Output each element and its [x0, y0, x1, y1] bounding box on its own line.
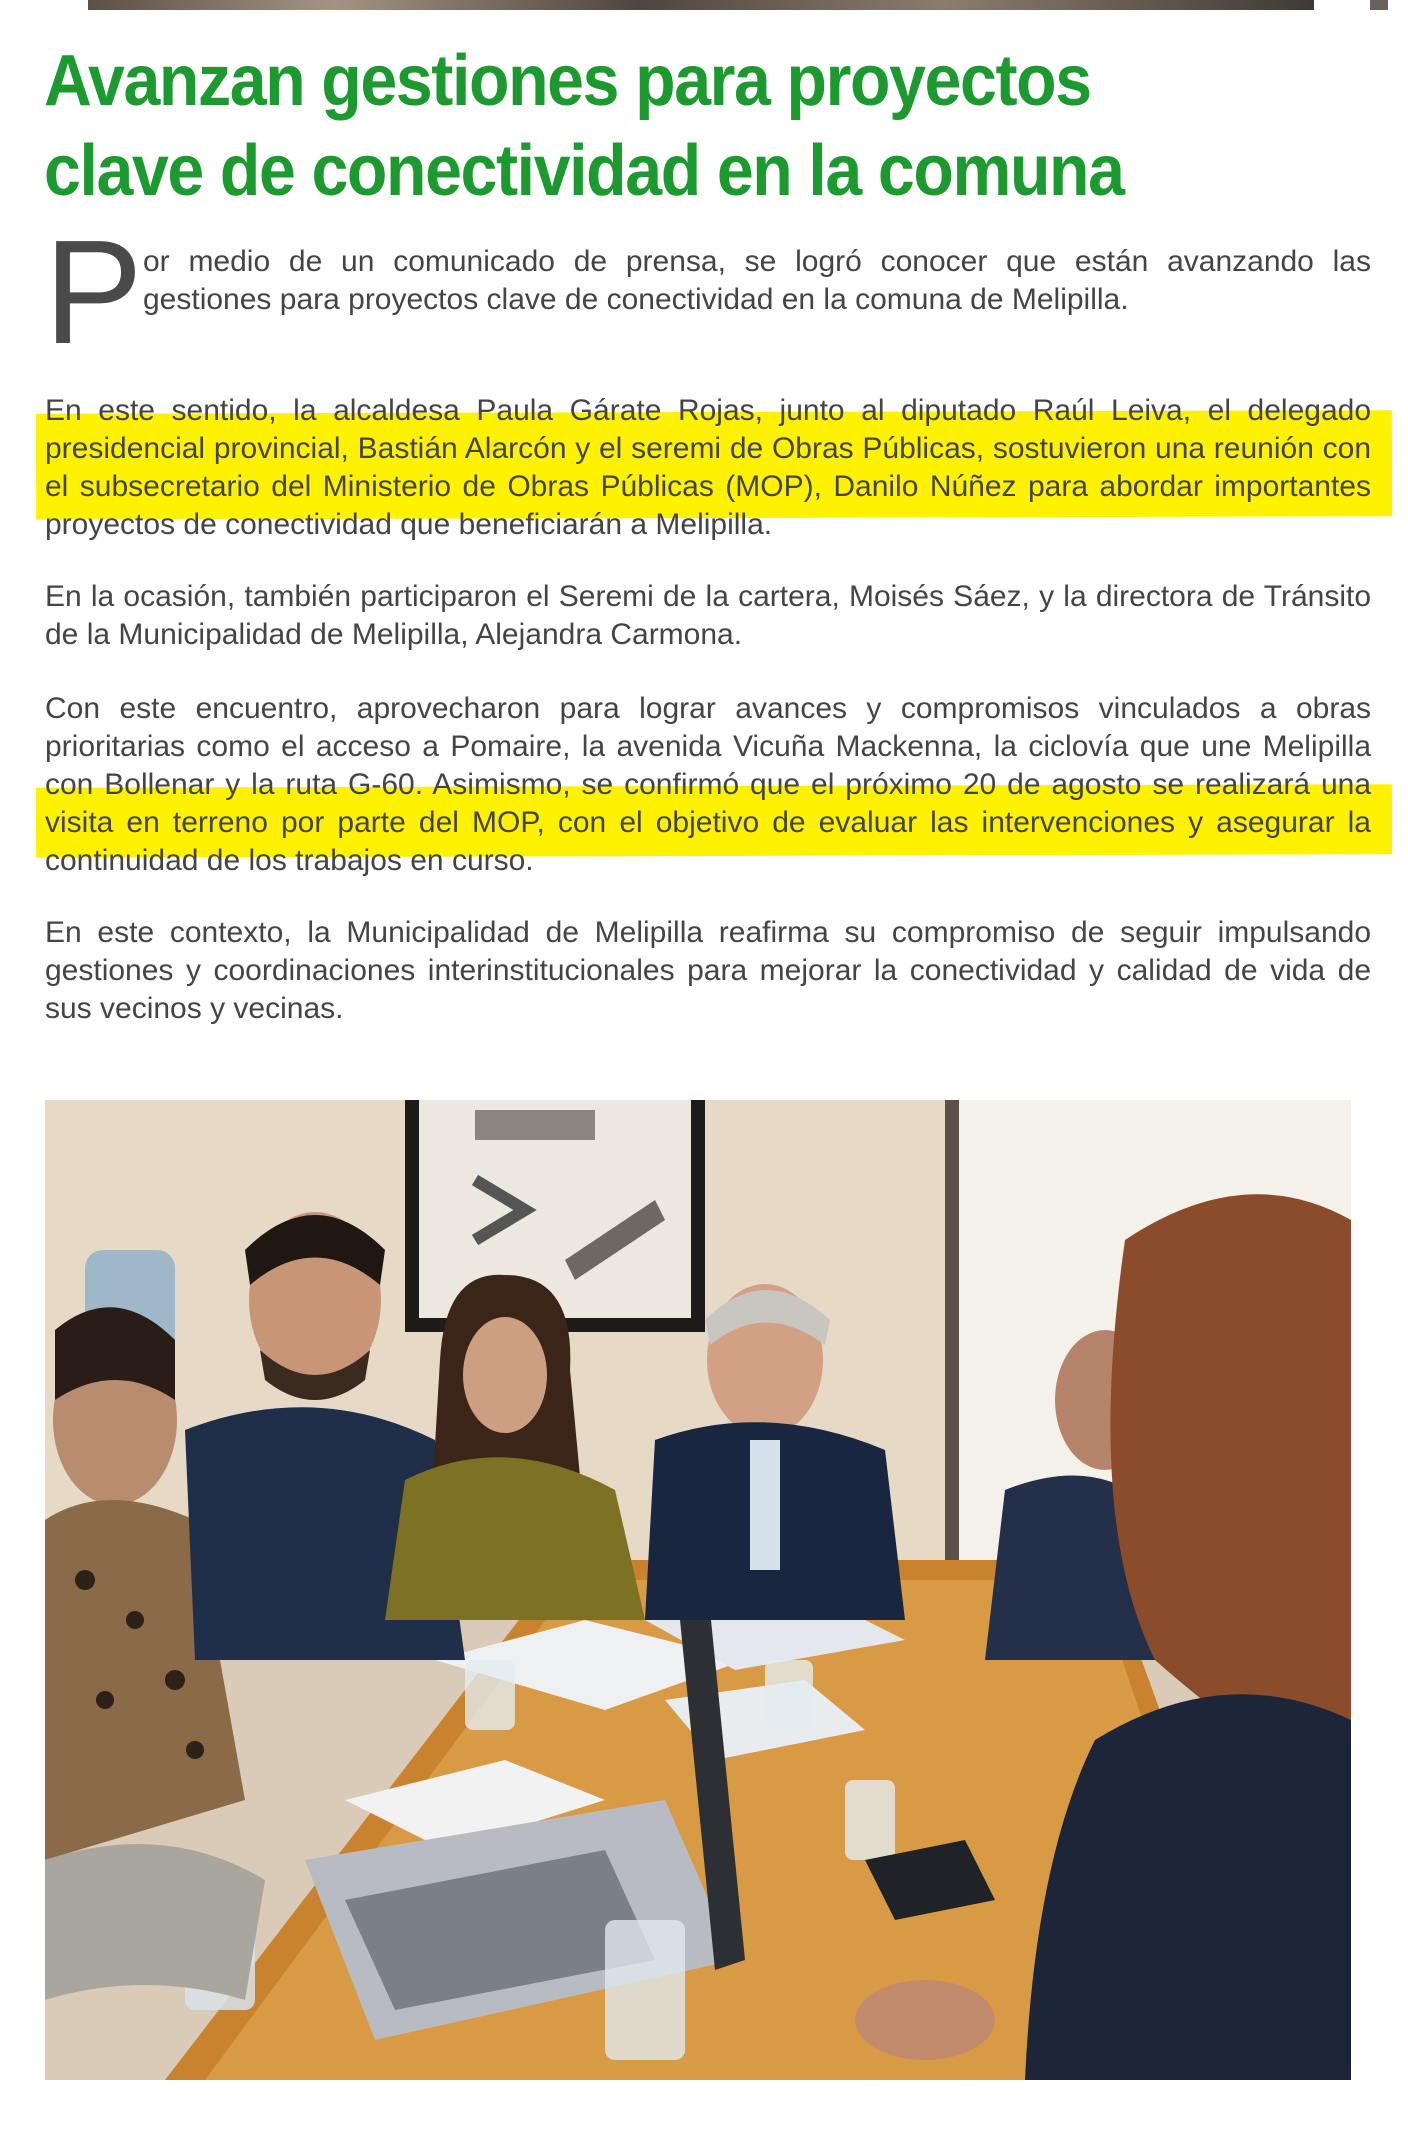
top-photo-strip-edge: [1370, 0, 1388, 10]
paragraph-3: Con este encuentro, aprovecharon para lograr avances y compromisos vinculados a obras prioritarias como el acceso a Pomaire, la avenida Vicuña Mackenna, la ciclovía que une Melipilla con Bollenar y la ruta G-60. Asimismo, se confirmó que el próximo 20 de agosto se realizará una visita en terreno por parte del MOP, con el objetivo de evaluar las intervenciones y asegurar la continuidad de los trabajos en curso.: [45, 692, 1371, 877]
article-headline: [44, 36, 1258, 216]
headline-line-1: Avanzan gestiones para proyectos: [44, 41, 1091, 121]
paragraph-1: En este sentido, la alcaldesa Paula Gárate Rojas, junto al diputado Raúl Leiva, el delegado presidencial provincial, Bastián Alarcón y el seremi de Obras Públicas, sostuvieron una reunión con el subsecretario del Ministerio de Obras Públicas (MOP), Danilo Núñez para abordar importantes proyectos de conectividad que beneficiarán a Melipilla.: [45, 394, 1371, 541]
meeting-photo-illustration: [45, 1100, 1351, 2080]
meeting-photo: [45, 1100, 1351, 2080]
headline-line-2: clave de conectividad en la comuna: [44, 131, 1124, 211]
paragraph-2: En la ocasión, también participaron el Seremi de la cartera, Moisés Sáez, y la directora de Tránsito de la Municipalidad de Melipilla, Alejandra Carmona.: [45, 580, 1371, 651]
paragraph-4: En este contexto, la Municipalidad de Melipilla reafirma su compromiso de seguir impulsando gestiones y coordinaciones interinstitucionales para mejorar la conectividad y calidad de vida de sus vecinos y vecinas.: [45, 916, 1371, 1025]
top-photo-strip: [88, 0, 1314, 10]
lead-paragraph: or medio de un comunicado de prensa, se logró conocer que están avanzando las gestiones para proyectos clave de conectividad en la comuna de Melipilla.: [143, 245, 1371, 316]
drop-cap: P: [44, 210, 143, 375]
